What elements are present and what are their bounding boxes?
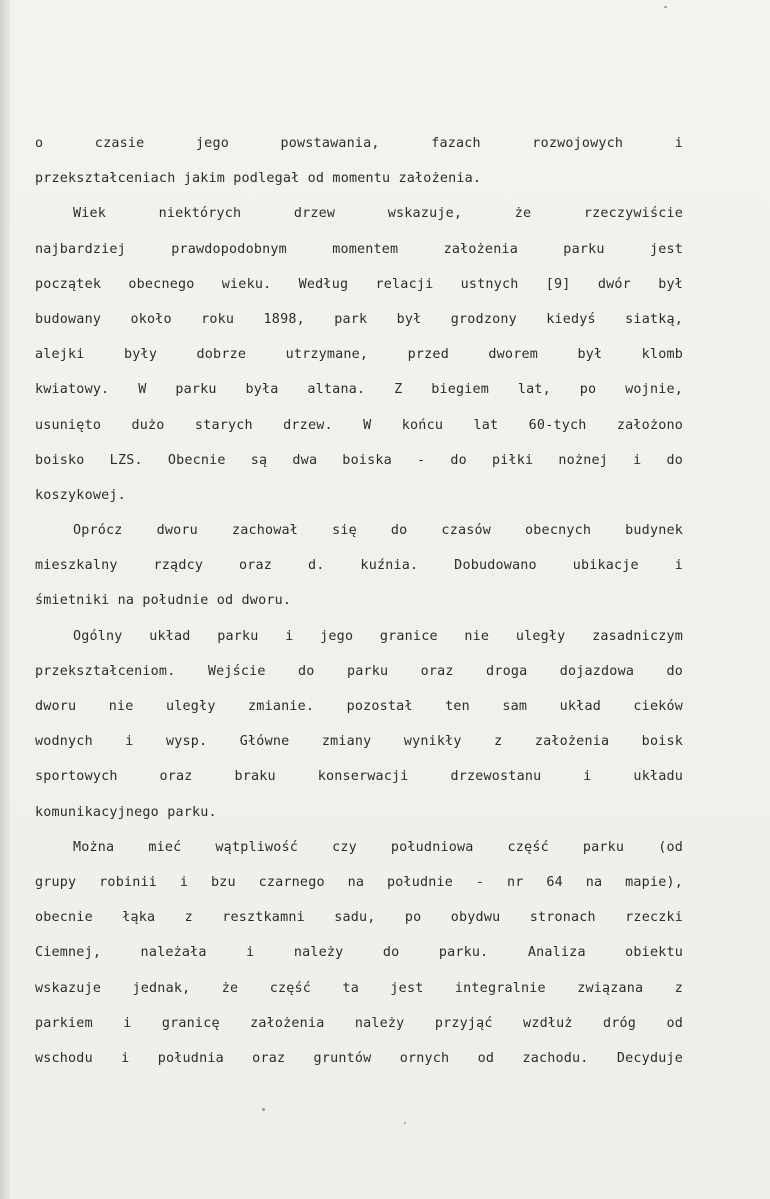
text-line: sportowych oraz braku konserwacji drzewostanu i układu xyxy=(35,769,683,785)
text-line: przekształceniom. Wejście do parku oraz droga dojazdowa do xyxy=(35,663,683,679)
text-line: Ciemnej, należała i należy do parku. Analiza obiektu xyxy=(35,945,683,961)
paper-speck xyxy=(664,6,667,8)
text-line: wodnych i wysp. Główne zmiany wynikły z założenia boisk xyxy=(35,734,683,750)
text-line: budowany około roku 1898, park był grodzony kiedyś siatką, xyxy=(35,311,683,327)
text-line: wschodu i południa oraz gruntów ornych od zachodu. Decyduje xyxy=(35,1050,683,1066)
paper-speck xyxy=(262,1108,265,1111)
text-line: boisko LZS. Obecnie są dwa boiska - do piłki nożnej i do xyxy=(35,452,683,468)
text-line: najbardziej prawdopodobnym momentem założenia parku jest xyxy=(35,241,683,257)
text-line: grupy robinii i bzu czarnego na południe - nr 64 na mapie), xyxy=(35,874,683,890)
text-line: komunikacyjnego parku. xyxy=(35,804,217,820)
text-line: wskazuje jednak, że część ta jest integralnie związana z xyxy=(35,980,683,996)
text-line: dworu nie uległy zmianie. pozostał ten sam układ cieków xyxy=(35,699,683,714)
text-line: początek obecnego wieku. Według relacji ustnych [9] dwór był xyxy=(35,276,683,292)
text-line: Wiek niektórych drzew wskazuje, że rzeczywiście xyxy=(73,206,683,222)
text-line: koszykowej. xyxy=(35,487,126,503)
text-line: Oprócz dworu zachował się do czasów obecnych budynek xyxy=(73,523,683,539)
text-line: przekształceniach jakim podlegał od momentu założenia. xyxy=(35,171,482,187)
text-line: Ogólny układ parku i jego granice nie uległy zasadniczym xyxy=(73,628,683,644)
typed-text-body xyxy=(35,132,683,1082)
text-line: Można mieć wątpliwość czy południowa część parku (od xyxy=(73,839,683,855)
text-line: o czasie jego powstawania, fazach rozwojowych i xyxy=(35,136,683,151)
text-line: parkiem i granicę założenia należy przyjąć wzdłuż dróg od xyxy=(35,1015,683,1031)
text-line: śmietniki na południe od dworu. xyxy=(35,593,292,609)
text-line: kwiatowy. W parku była altana. Z biegiem lat, po wojnie, xyxy=(35,382,683,398)
text-line: mieszkalny rządcy oraz d. kuźnia. Dobudowano ubikacje i xyxy=(35,558,683,574)
text-line: obecnie łąka z resztkamni sadu, po obydwu stronach rzeczki xyxy=(35,910,683,926)
text-line: usunięto dużo starych drzew. W końcu lat 60-tych założono xyxy=(35,417,683,433)
paper-speck xyxy=(404,1122,406,1124)
text-line: alejki były dobrze utrzymane, przed dworem był klomb xyxy=(35,347,683,363)
page-left-edge-shadow xyxy=(0,0,10,1199)
